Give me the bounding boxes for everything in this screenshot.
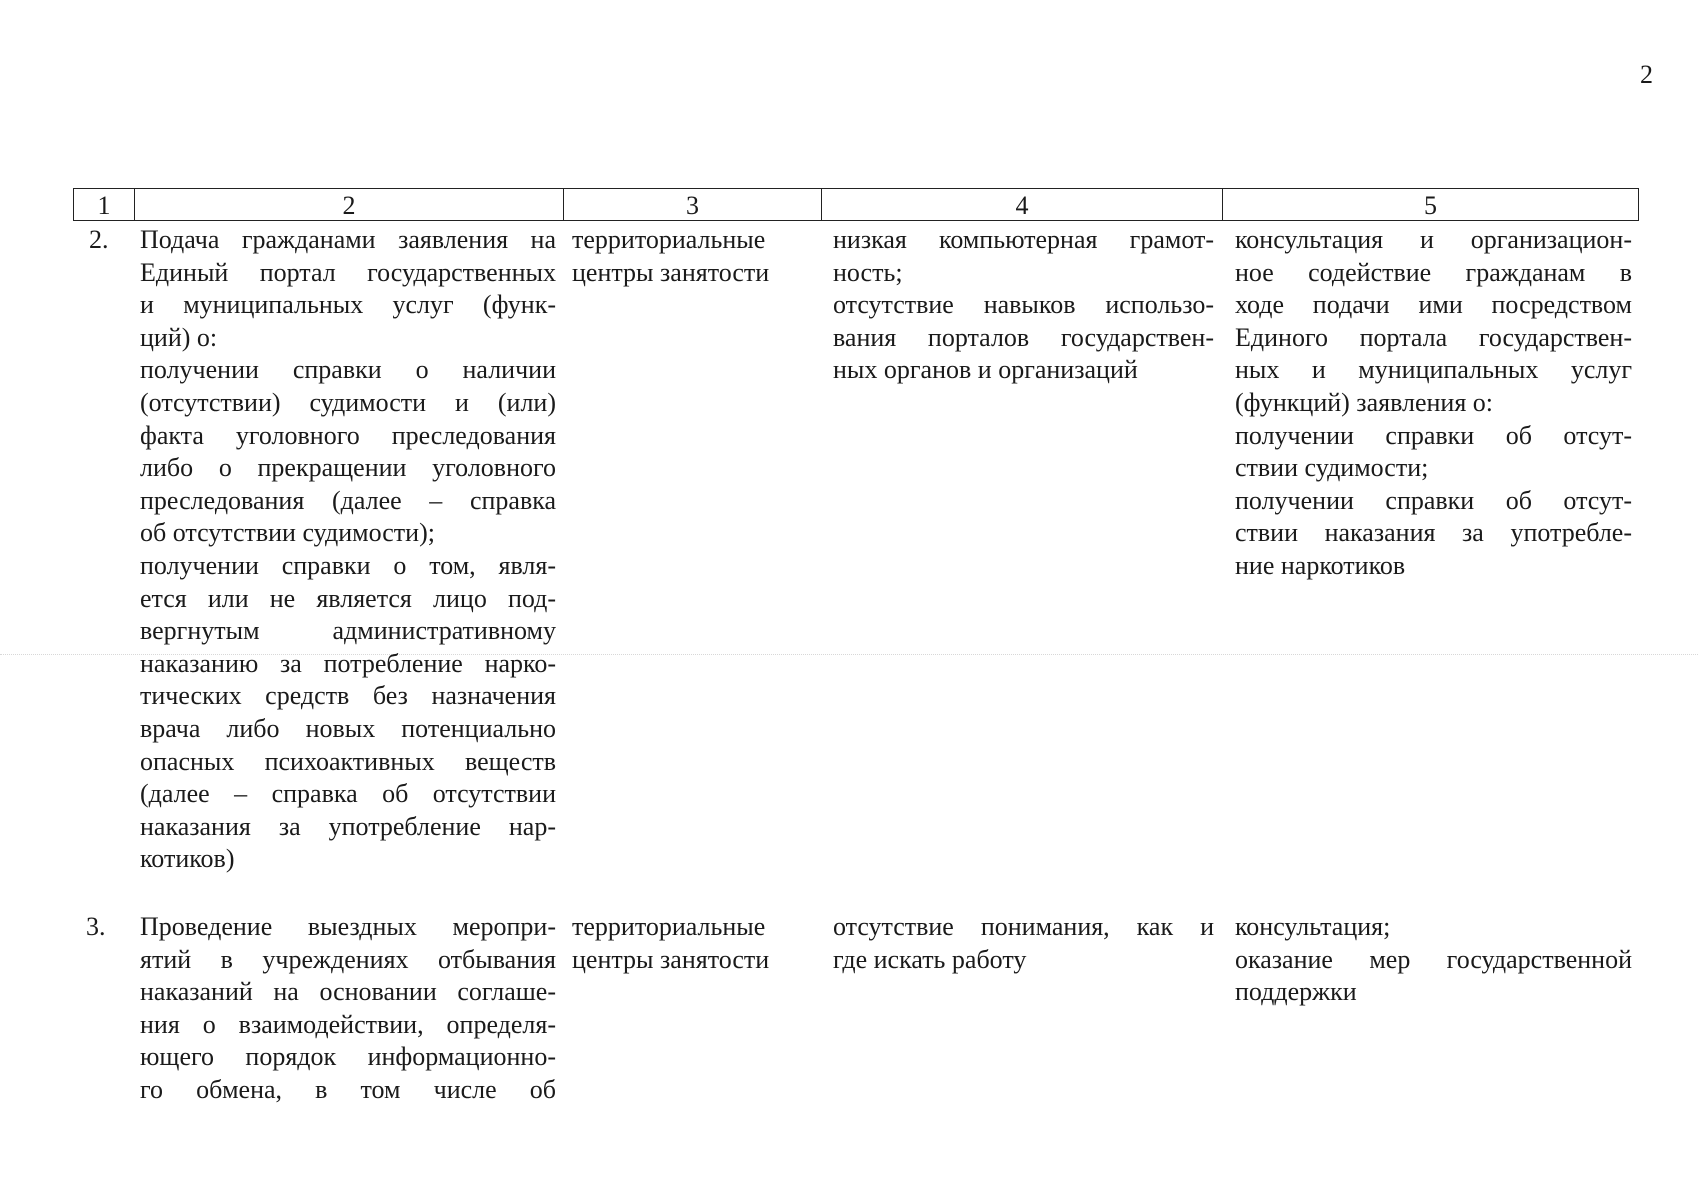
text-line: получении справки о том, явля- <box>140 550 556 580</box>
text-line: территориальные <box>572 225 766 254</box>
text-line: го обмена, в том числе об <box>140 1074 556 1104</box>
text-line: Проведение выездных меропри- <box>140 912 556 941</box>
text-line: получении справки об отсут- <box>1235 485 1632 515</box>
measure-cell <box>1235 224 1632 583</box>
text-line: (функций) заявления о: <box>1235 387 1494 417</box>
text-line: опасных психоактивных веществ <box>140 746 556 776</box>
text-line: ное содействие гражданам в <box>1235 257 1632 287</box>
text-line: ствии судимости; <box>1235 453 1429 483</box>
action-cell <box>140 224 556 876</box>
row-number: 2. <box>89 225 109 254</box>
text-line: Подача гражданами заявления на <box>140 225 556 254</box>
text-line: низкая компьютерная грамот- <box>833 225 1214 254</box>
header-cell-3: 3 <box>564 189 822 220</box>
text-line: врача либо новых потенциально <box>140 713 556 743</box>
page-number: 2 <box>1640 60 1653 89</box>
text-line: ций) о: <box>140 322 218 352</box>
text-line: факта уголовного преследования <box>140 420 556 450</box>
text-line: ных органов и организаций <box>833 355 1138 385</box>
text-line: ность; <box>833 257 903 287</box>
text-line: ных и муниципальных услуг <box>1235 355 1632 385</box>
header-cell-4: 4 <box>822 189 1223 220</box>
text-line: наказанию за потребление нарко- <box>140 648 556 678</box>
text-line: (отсутствии) судимости и (или) <box>140 387 556 417</box>
text-line: ется или не является лицо под- <box>140 583 556 613</box>
text-line: преследования (далее – справка <box>140 485 556 515</box>
text-line: ние наркотиков <box>1235 550 1406 580</box>
text-line: Единый портал государственных <box>140 257 556 287</box>
text-line: вергнутым административному <box>140 616 556 646</box>
problem-cell <box>833 911 1214 976</box>
text-line: ющего порядок информационно- <box>140 1042 556 1072</box>
text-line: получении справки об отсут- <box>1235 420 1632 450</box>
text-line: консультация; <box>1235 912 1391 941</box>
header-cell-2: 2 <box>135 189 564 220</box>
text-line: оказание мер государственной <box>1235 944 1632 974</box>
measure-cell <box>1235 911 1632 1009</box>
text-line: наказания за употребление нар- <box>140 811 556 841</box>
executor-cell <box>572 224 812 289</box>
row-number: 3. <box>86 912 106 941</box>
table-header-row <box>73 188 1639 221</box>
problem-cell <box>833 224 1214 387</box>
text-line: вания порталов государствен- <box>833 322 1214 352</box>
text-line: отсутствие навыков использо- <box>833 290 1214 320</box>
text-line: территориальные <box>572 912 766 941</box>
text-line: получении справки о наличии <box>140 355 556 385</box>
text-line: наказаний на основании соглаше- <box>140 977 556 1007</box>
text-line: ния о взаимодействии, определя- <box>140 1009 556 1039</box>
text-line: либо о прекращении уголовного <box>140 453 556 483</box>
text-line: отсутствие понимания, как и <box>833 912 1214 941</box>
text-line: где искать работу <box>833 944 1027 974</box>
text-line: об отсутствии судимости); <box>140 518 435 548</box>
text-line: поддержки <box>1235 977 1357 1007</box>
text-line: Единого портала государствен- <box>1235 322 1632 352</box>
text-line: центры занятости <box>572 944 770 974</box>
header-cell-5: 5 <box>1424 191 1437 220</box>
text-line: ствии наказания за употребле- <box>1235 518 1632 548</box>
header-cell-1: 1 <box>74 189 135 220</box>
text-line: и муниципальных услуг (функ- <box>140 290 556 320</box>
text-line: ходе подачи ими посредством <box>1235 290 1632 320</box>
text-line: котиков) <box>140 844 235 874</box>
text-line: ятий в учреждениях отбывания <box>140 944 556 974</box>
action-cell <box>140 911 556 1107</box>
text-line: (далее – справка об отсутствии <box>140 779 556 809</box>
executor-cell <box>572 911 812 976</box>
text-line: тических средств без назначения <box>140 681 556 711</box>
text-line: центры занятости <box>572 257 770 287</box>
text-line: консультация и организацион- <box>1235 225 1632 254</box>
